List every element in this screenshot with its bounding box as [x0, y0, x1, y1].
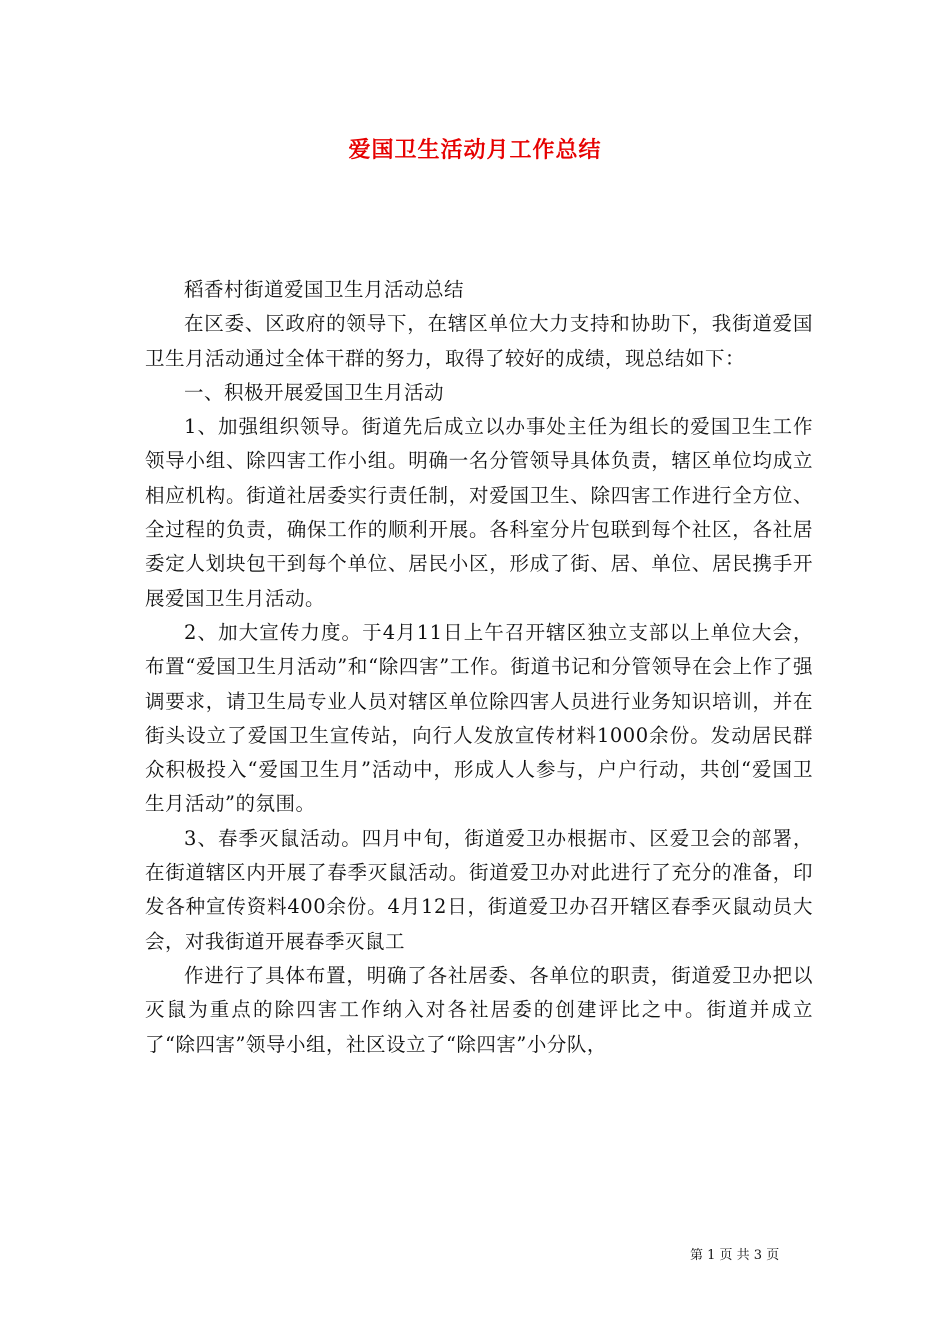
- document-title: 爱国卫生活动月工作总结: [348, 137, 602, 163]
- page-number: 第 1 页 共 3 页: [690, 1248, 780, 1263]
- paragraph-item-1: 1、加强组织领导。街道先后成立以办事处主任为组长的爱国卫生工作领导小组、除四害工作小组。明确一名分管领导具体负责，辖区单位均成立相应机构。街道社居委实行责任制，对爱国卫生、除四害工作进行全方位、全过程的负责，确保工作的顺利开展。各科室分片包联到每个社区，各社居委定人划块包干到每个单位、居民小区，形成了街、居、单位、居民携手开展爱国卫生月活动。: [145, 415, 813, 610]
- paragraph-item-3: 3、春季灭鼠活动。四月中旬，街道爱卫办根据市、区爱卫会的部署，在街道辖区内开展了春季灭鼠活动。街道爱卫办对此进行了充分的准备，印发各种宣传资料400余份。4月12日，街道爱卫办召开辖区春季灭鼠动员大会，对我街道开展春季灭鼠工: [145, 826, 813, 953]
- paragraph-subtitle: 稻香村街道爱国卫生月活动总结: [184, 278, 465, 301]
- paragraph-item-2: 2、加大宣传力度。于4月11日上午召开辖区独立支部以上单位大会，布置“爱国卫生月活动”和“除四害”工作。街道书记和分管领导在会上作了强调要求，请卫生局专业人员对辖区单位除四害人员进行业务知识培训，并在街头设立了爱国卫生宣传站，向行人发放宣传材料1000余份。发动居民群众积极投入“爱国卫生月”活动中，形成人人参与，户户行动，共创“爱国卫生月活动”的氛围。: [145, 620, 813, 816]
- paragraph-continuation: 作进行了具体布置，明确了各社居委、各单位的职责，街道爱卫办把以灭鼠为重点的除四害工作纳入对各社居委的创建评比之中。街道并成立了“除四害”领导小组，社区设立了“除四害”小分队，: [145, 963, 813, 1056]
- section-heading-1: 一、积极开展爱国卫生月活动: [184, 380, 445, 404]
- document-body: [145, 273, 813, 1062]
- paragraph-intro: 在区委、区政府的领导下，在辖区单位大力支持和协助下，我街道爱国卫生月活动通过全体干群的努力，取得了较好的成绩，现总结如下：: [145, 312, 813, 370]
